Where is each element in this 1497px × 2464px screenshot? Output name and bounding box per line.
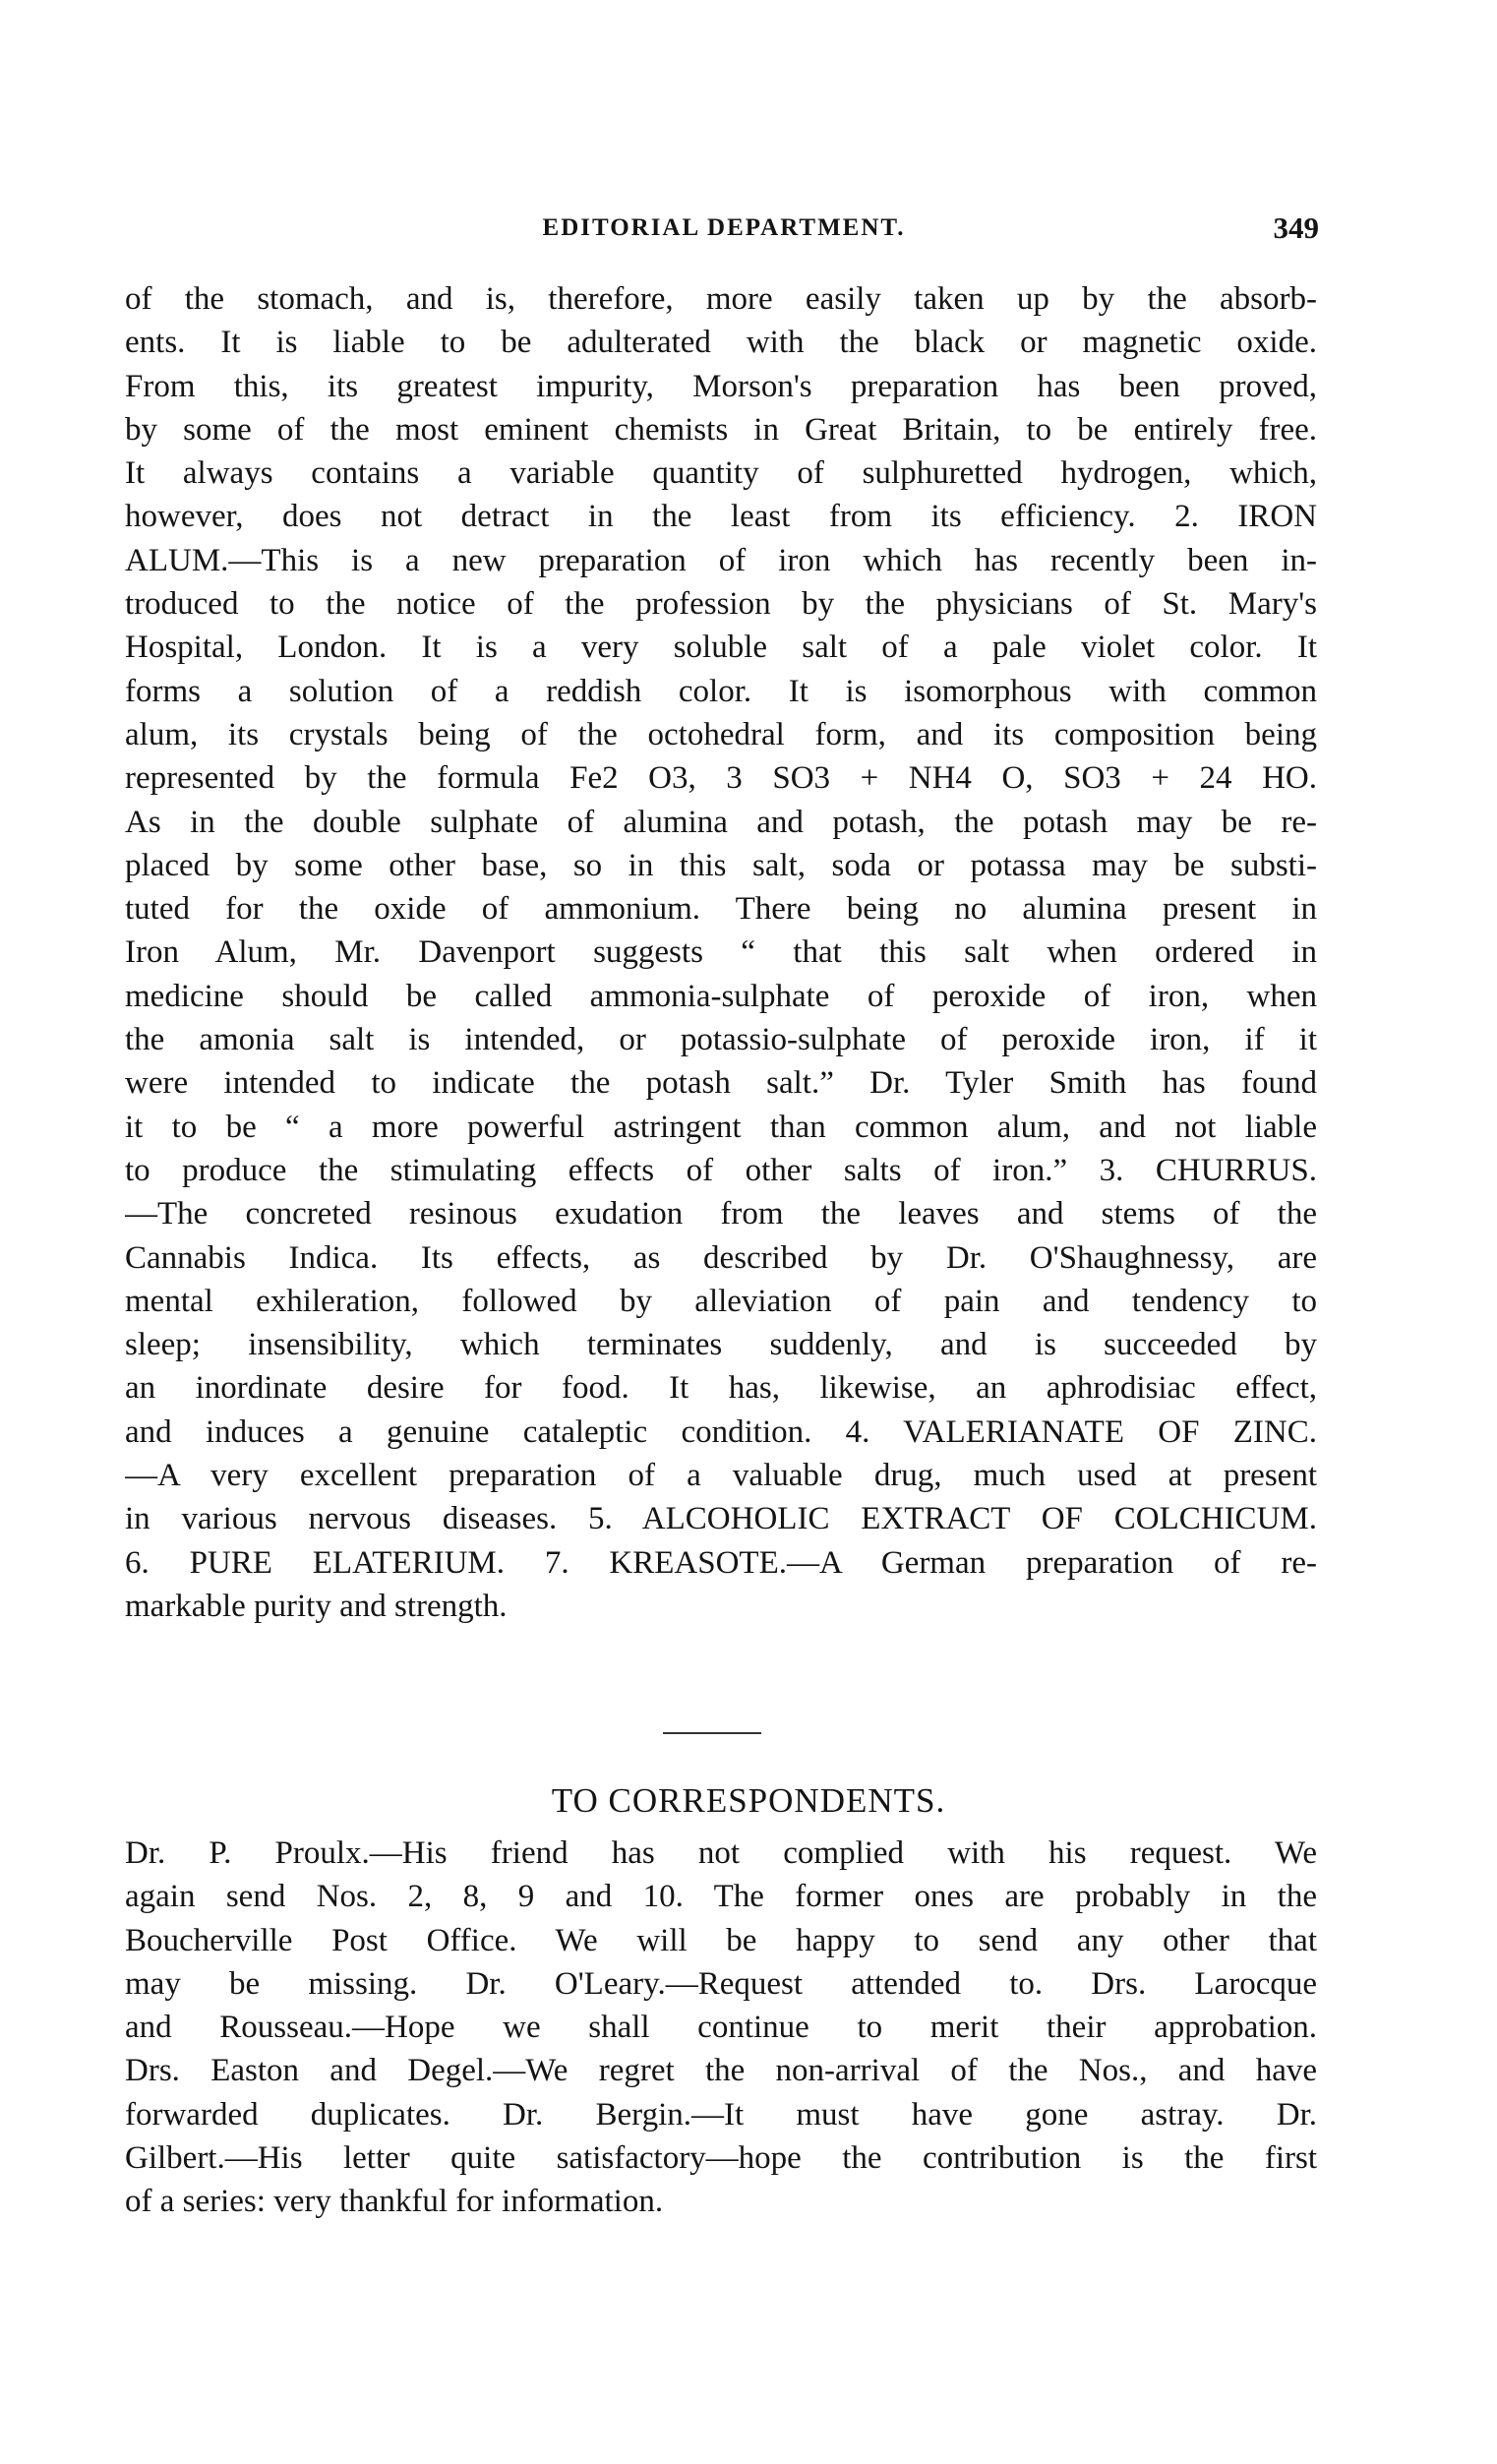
text-line: to produce the stimulating effects of other salts of iron.” 3. CHURRUS. <box>125 1152 1317 1188</box>
section-divider <box>663 1732 761 1734</box>
text-line: were intended to indicate the potash salt.” Dr. Tyler Smith has found <box>125 1065 1317 1102</box>
text-line: placed by some other base, so in this salt, soda or potassa may be substi- <box>125 847 1317 883</box>
text-line: mental exhileration, followed by alleviation of pain and tendency to <box>125 1283 1317 1319</box>
text-line: and Rousseau.—Hope we shall continue to merit their approbation. <box>125 2010 1317 2046</box>
text-line: It always contains a variable quantity of sulphuretted hydrogen, which, <box>125 455 1317 492</box>
correspondents-text <box>125 1832 1317 2224</box>
text-line: Hospital, London. It is a very soluble salt of a pale violet color. It <box>125 630 1317 666</box>
text-line: sleep; insensibility, which terminates suddenly, and is succeeded by <box>125 1327 1317 1363</box>
text-line: by some of the most eminent chemists in Great Britain, to be entirely free. <box>125 411 1317 448</box>
text-line: Cannabis Indica. Its effects, as described by Dr. O'Shaughnessy, are <box>125 1239 1317 1276</box>
text-line: the amonia salt is intended, or potassio-sulphate of peroxide iron, if it <box>125 1022 1317 1058</box>
body-text <box>125 277 1317 1628</box>
text-line: and induces a genuine cataleptic condition. 4. VALERIANATE OF ZINC. <box>125 1413 1317 1450</box>
text-line: an inordinate desire for food. It has, likewise, an aphrodisiac effect, <box>125 1370 1317 1407</box>
text-line: tuted for the oxide of ammonium. There being no alumina present in <box>125 891 1317 928</box>
text-line: Drs. Easton and Degel.—We regret the non-arrival of the Nos., and have <box>125 2053 1317 2089</box>
text-line: Iron Alum, Mr. Davenport suggests “ that this salt when ordered in <box>125 934 1317 971</box>
text-line: From this, its greatest impurity, Morson's preparation has been proved, <box>125 368 1317 404</box>
text-line: represented by the formula Fe2 O3, 3 SO3 + NH4 O, SO3 + 24 HO. <box>125 760 1317 797</box>
text-line: in various nervous diseases. 5. ALCOHOLIC EXTRACT OF COLCHICUM. <box>125 1501 1317 1537</box>
text-line: however, does not detract in the least from its efficiency. 2. IRON <box>125 499 1317 535</box>
running-head: EDITORIAL DEPARTMENT. <box>542 214 906 241</box>
text-line: of a series: very thankful for information. <box>125 2184 664 2220</box>
page-number: 349 <box>1273 210 1319 245</box>
text-line: again send Nos. 2, 8, 9 and 10. The former ones are probably in the <box>125 1879 1317 1915</box>
text-line: 6. PURE ELATERIUM. 7. KREASOTE.—A German preparation of re- <box>125 1544 1317 1581</box>
text-line: —The concreted resinous exudation from the leaves and stems of the <box>125 1196 1317 1232</box>
text-line: forwarded duplicates. Dr. Bergin.—It must have gone astray. Dr. <box>125 2096 1317 2133</box>
text-line: markable purity and strength. <box>125 1588 508 1624</box>
text-line: ents. It is liable to be adulterated with the black or magnetic oxide. <box>125 325 1317 361</box>
text-line: it to be “ a more powerful astringent than common alum, and not liable <box>125 1109 1317 1145</box>
text-line: Gilbert.—His letter quite satisfactory—hope the contribution is the first <box>125 2140 1317 2177</box>
text-line: Boucherville Post Office. We will be happy to send any other that <box>125 1922 1317 1958</box>
text-line: may be missing. Dr. O'Leary.—Request attended to. Drs. Larocque <box>125 1965 1317 2002</box>
section-title: TO CORRESPONDENTS. <box>551 1781 946 1820</box>
text-line: forms a solution of a reddish color. It is isomorphous with common <box>125 673 1317 709</box>
text-line: of the stomach, and is, therefore, more easily taken up by the absorb- <box>125 281 1317 317</box>
page-header <box>129 210 1319 254</box>
text-line: —A very excellent preparation of a valuable drug, much used at present <box>125 1458 1317 1494</box>
text-line: Dr. P. Proulx.—His friend has not complied with his request. We <box>125 1835 1317 1871</box>
text-line: ALUM.—This is a new preparation of iron which has recently been in- <box>125 542 1317 578</box>
text-line: As in the double sulphate of alumina and potash, the potash may be re- <box>125 804 1317 840</box>
text-line: troduced to the notice of the profession by the physicians of St. Mary's <box>125 586 1317 623</box>
text-line: medicine should be called ammonia-sulphate of peroxide of iron, when <box>125 978 1317 1014</box>
text-line: alum, its crystals being of the octohedral form, and its composition being <box>125 716 1317 752</box>
